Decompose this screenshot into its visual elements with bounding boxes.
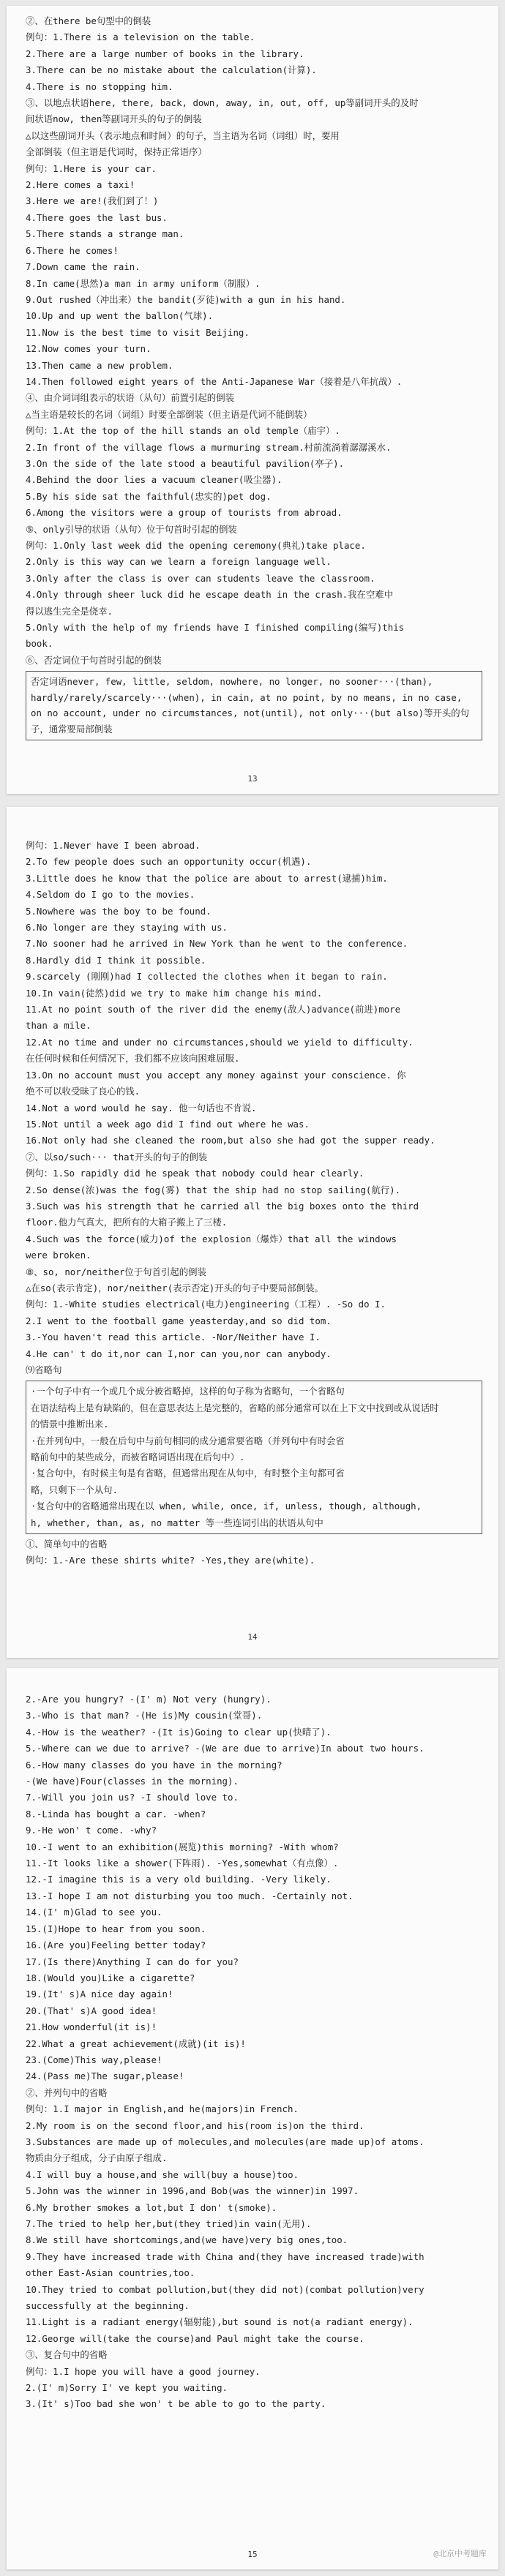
page-top-margin [26, 1675, 482, 1691]
text-line: 5.Only with the help of my friends have I finished compiling(编写)this [26, 622, 405, 634]
box-line: 略前句中的某些成分，而被省略词语出现在后句中）. [31, 1452, 245, 1463]
text-line: 6.-How many classes do you have in the morning? [26, 1759, 283, 1770]
text-line: 22.What a great achievement(成就)(it is)! [26, 2038, 246, 2049]
text-line: 2.To few people does such an opportunity occur(机遇). [26, 856, 312, 868]
text-line: 例句：1.Here is your car. [26, 162, 157, 174]
text-line: 14.Not a word would he say. 他一句话也不肯说. [26, 1102, 257, 1114]
text-line: 3.There can be no mistake about the calculation(计算). [26, 64, 317, 76]
text-line: ③、复合句中的省略 [26, 2349, 108, 2361]
text-line: 间状语now, then等副词开头的句子的倒装 [26, 113, 202, 125]
text-line: 6.Among the visitors were a group of tourists from abroad. [26, 507, 343, 519]
text-line: 10.Up and up went the ballon(气球). [26, 310, 214, 322]
text-line: ①、简单句中的省略 [26, 1539, 108, 1550]
text-line: 7.No sooner had he arrived in New York than he went to the conference. [26, 938, 408, 950]
page-13 [7, 6, 498, 794]
text-line: ⑦、以so/such··· that开头的句子的倒装 [26, 1151, 208, 1163]
text-line: 3.On the side of the late stood a beautiful pavilion(亭子). [26, 457, 345, 469]
text-line: 7.The tried to help her,but(they tried)in vain(无用). [26, 2218, 312, 2229]
text-line: 23.(Come)This way,please! [26, 2054, 162, 2065]
page-number: 13 [247, 774, 258, 784]
text-line: ②、并列句中的省略 [26, 2087, 108, 2098]
page-13-body [26, 13, 482, 669]
text-line: 11.At no point south of the river did the enemy(敌人)advance(前进)more [26, 1004, 401, 1015]
text-line: ⑧、so, nor/neither位于句首引起的倒装 [26, 1266, 206, 1277]
box-line: h, whether, than, as, no matter 等一些连词引出的状语从句中 [31, 1517, 323, 1528]
text-line: 9.They have increased trade with China and(they have increased trade)with [26, 2250, 424, 2262]
page-top-margin [26, 814, 482, 838]
text-line: floor.他力气真大，把所有的大箱子搬上了三楼. [26, 1217, 228, 1228]
text-line: 2.-Are you hungry? -(I' m) Not very (hungry). [26, 1694, 272, 1705]
text-line: 2.I went to the football game yeasterday,and so did tom. [26, 1315, 332, 1326]
text-line: than a mile. [26, 1020, 91, 1032]
text-line: 12.-I imagine this is a very old building. -Very likely. [26, 1874, 332, 1885]
text-line: 4.-How is the weather? -(It is)Going to clear up(快晴了). [26, 1726, 332, 1738]
text-line: 4.Behind the door lies a vacuum cleaner(吸尘器). [26, 474, 283, 486]
text-line: 17.(Is there)Anything I can do for you? [26, 1956, 239, 1967]
box-line: ·一个句子中有一个或几个成分被省略掉，这样的句子称为省略句，一个省略句 [31, 1386, 345, 1397]
text-line: 6.There he comes! [26, 244, 119, 256]
text-line: 4.Only through sheer luck did he escape death in the crash.我在空难中 [26, 589, 394, 601]
text-line: 13.On no account must you accept any money against your conscience. 你 [26, 1069, 406, 1081]
text-line: 11.Now is the best time to visit Beijing. [26, 326, 250, 338]
text-line: 3.Here we are!(我们到了！) [26, 195, 159, 207]
text-line: 得以逃生完全是侥幸. [26, 605, 113, 617]
text-line: 绝不可以收受昧了良心的钱. [26, 1086, 141, 1097]
text-line: 9.scarcely (刚刚)had I collected the clothes when it began to rain. [26, 971, 388, 983]
text-line: 例句：1.So rapidly did he speak that nobody could hear clearly. [26, 1168, 364, 1179]
box-line: 的情景中推断出来. [31, 1419, 109, 1430]
ellipsis-rules-box [26, 1381, 482, 1534]
text-line: were broken. [26, 1250, 91, 1261]
text-line: 12.Now comes your turn. [26, 343, 152, 355]
text-line: 9.Out rushed（冲出来）the bandit(歹徒)with a gun in his hand. [26, 293, 346, 305]
text-line: 24.(Pass me)The sugar,please! [26, 2070, 184, 2082]
text-line: 例句：1.Only last week did the opening ceremony(典礼)take place. [26, 540, 366, 551]
text-line: 14.Then followed eight years of the Anti-Japanese War（接着是八年抗战）. [26, 375, 403, 387]
text-line: 6.No longer are they staying with us. [26, 922, 228, 934]
text-line: 例句：1.-Are these shirts white? -Yes,they are(white). [26, 1555, 315, 1566]
text-line: ⑥、否定词位于句首时引起的倒装 [26, 654, 162, 666]
text-line: 4.Such was the force(威力)of the explosion（爆炸）that all the windows [26, 1233, 397, 1244]
text-line: 6.My brother smokes a lot,but I don' t(smoke). [26, 2201, 277, 2213]
text-line: 2.My room is on the second floor,and his(room is)on the third. [26, 2119, 364, 2131]
box-line: ·在并列句中，一般在后句中与前句相同的成分通常要省略（并列句中有时会省 [31, 1435, 345, 1446]
text-line: 13.-I hope I am not disturbing you too much. -Certainly not. [26, 1890, 354, 1901]
text-line: 8.We still have shortcomings,and(we have)very big ones,too. [26, 2234, 348, 2246]
text-line: △在so(表示肯定)，nor/neither(表示否定)开头的句子中要局部倒装。 [26, 1282, 323, 1293]
text-line: 4.He can' t do it,nor can I,nor can you,nor can anybody. [26, 1348, 332, 1359]
text-line: 12.George will(take the course)and Paul might take the course. [26, 2332, 364, 2344]
page-number: 15 [247, 2550, 258, 2559]
text-line: 15.(I)Hope to hear from you soon. [26, 1923, 206, 1934]
text-line: 10.In vain(徒然)did we try to make him change his mind. [26, 987, 323, 999]
text-line: 例句：1.At the top of the hill stands an old temple（庙宇）. [26, 425, 340, 437]
box-line: 略，只剩下一个从句. [31, 1484, 118, 1495]
text-line: 例句：1.Never have I been abroad. [26, 840, 201, 851]
page-15-body [26, 1691, 482, 2413]
text-line: 5.There stands a strange man. [26, 228, 184, 240]
text-line: 5.-Where can we due to arrive? -(We are due to arrive)In about two hours. [26, 1743, 424, 1754]
text-line: 18.(Would you)Like a cigarette? [26, 1972, 195, 1983]
text-line: 15.Not until a week ago did I find out where he was. [26, 1118, 310, 1130]
text-line: 例句：1.I major in English,and he(majors)in French. [26, 2103, 299, 2115]
text-line: 11.Light is a radiant energy(辐射能),but sound is not(a radiant energy). [26, 2316, 414, 2328]
text-line: 5.Nowhere was the boy to be found. [26, 905, 212, 917]
box-line: 在语法结构上是有缺陷的，但在意思表达上是完整的，省略的部分通常可以在上下文中找到或从说话时 [31, 1402, 439, 1413]
text-line: 8.In came(思然)a man in army uniform（制服）. [26, 277, 261, 289]
text-line: 3.Substances are made up of molecules,and molecules(are made up)of atoms. [26, 2136, 424, 2147]
text-line: 全部倒装（但主语是代词时，保持正常语序） [26, 146, 207, 158]
text-line: 例句：1.There is a television on the table. [26, 31, 255, 43]
text-line: 2.There are a large number of books in the library. [26, 48, 304, 59]
text-line: 10.They tried to combat pollution,but(they did not)(combat pollution)very [26, 2283, 424, 2295]
text-line: 7.-Will you join us? -I should love to. [26, 1792, 239, 1803]
text-line: ④、由介词词组表示的状语（从句）前置引起的倒装 [26, 392, 234, 404]
text-line: 3.-You haven't read this article. -Nor/Neither have I. [26, 1332, 321, 1343]
text-line: successfully at the beginning. [26, 2300, 190, 2312]
text-line: 10.-I went to an exhibition(展览)this morning? -With whom? [26, 1841, 339, 1852]
text-line: 3.Such was his strength that he carried all the big boxes onto the third [26, 1200, 419, 1212]
text-line: ②、在there be句型中的倒装 [26, 15, 152, 26]
watermark: @北京中考题库 [433, 2549, 487, 2558]
text-line: 8.Hardly did I think it possible. [26, 954, 206, 966]
text-line: 2.Here comes a taxi! [26, 179, 135, 191]
text-line: 2.(I' m)Sorry I' ve kept you waiting. [26, 2382, 228, 2394]
text-line: 13.Then came a new problem. [26, 359, 173, 371]
text-line: 11.-It looks like a shower(下阵雨). -Yes,somewhat（有点像）. [26, 1858, 339, 1869]
text-line: 3.Only after the class is over can students leave the classroom. [26, 572, 375, 584]
text-line: 2.In front of the village flows a murmuring stream.村前流淌着潺潺溪水. [26, 441, 392, 453]
text-line: 14.(I' m)Glad to see you. [26, 1907, 162, 1918]
text-line: other East-Asian countries,too. [26, 2267, 195, 2279]
text-line: △当主语是较长的名词（词组）时要全部倒装（但主语是代词不能倒装） [26, 408, 313, 420]
text-line: 8.-Linda has bought a car. -when? [26, 1808, 206, 1820]
text-line: 7.Down came the rain. [26, 261, 141, 273]
text-line: 4.There is no stopping him. [26, 80, 173, 92]
text-line: 5.By his side sat the faithful(忠实的)pet dog. [26, 490, 272, 502]
text-line: 4.I will buy a house,and she will(buy a house)too. [26, 2168, 299, 2180]
text-line: book. [26, 638, 53, 650]
page-14-body [26, 838, 482, 1378]
box-line: ·复合句中的省略通常出现在以 when, while, once, if, unless, though, although, [31, 1501, 422, 1512]
text-line: 例句：1.-White studies electrical(电力)engineering（工程）. -So do I. [26, 1299, 386, 1310]
page-15 [7, 1668, 498, 2569]
page-14-after-box [26, 1536, 482, 1569]
text-line: 16.(Are you)Feeling better today? [26, 1939, 206, 1951]
text-line: ③、以地点状语here, there, back, down, away, in, out, off, up等副词开头的及时 [26, 97, 419, 109]
text-line: 4.Seldom do I go to the movies. [26, 889, 195, 901]
text-line: 物质由分子组成，分子由原子组成. [26, 2152, 168, 2164]
text-line: 21.How wonderful(it is)! [26, 2021, 157, 2033]
text-line: 20.(That' s)A good idea! [26, 2005, 157, 2016]
text-line: 3.-Who is that man? -(He is)My cousin(堂哥). [26, 1710, 263, 1721]
text-line: 2.Only is this way can we learn a foreign language well. [26, 556, 332, 568]
text-line: 3.(It' s)Too bad she won' t be able to go to the party. [26, 2398, 326, 2410]
text-line: 12.At no time and under no circumstances,should we yield to difficulty. [26, 1036, 414, 1048]
text-line: 2.So dense(浓)was the fog(雾) that the ship had no stop sailing(航行). [26, 1184, 401, 1195]
text-line: 9.-He won' t come. -why? [26, 1825, 157, 1836]
text-line: ⑼省略句 [26, 1364, 62, 1375]
text-line: 4.There goes the last bus. [26, 211, 168, 223]
text-line: 16.Not only had she cleaned the room,but also she had got the supper ready. [26, 1135, 435, 1146]
text-line: 19.(It' s)A nice day again! [26, 1989, 173, 2000]
negative-words-note-box: 否定词语never, few, little, seldom, nowhere, no longer, no sooner···(than), hardly/rarely/scarcely···(when), in cain, at no point, by no means, in no case, on no account, under no circumstances, not(until), not only···(but also)等开头的句子，通常要局部倒装 [26, 671, 482, 740]
text-line: △以这些副词开头（表示地点和时间）的句子，当主语为名词（词组）时，要用 [26, 129, 340, 141]
text-line: 5.John was the winner in 1996,and Bob(was the winner)in 1997. [26, 2185, 359, 2197]
page-number: 14 [247, 1632, 258, 1642]
text-line: 例句：1.I hope you will have a good journey. [26, 2365, 261, 2377]
box-line: ·复合句中，有时候主句是有省略，但通常出现在从句中，有时整个主句都可省 [31, 1468, 345, 1479]
text-line: -(We have)Four(classes in the morning). [26, 1776, 239, 1787]
text-line: ⑤、only引导的状语（从句）位于句首时引起的倒装 [26, 523, 237, 535]
text-line: 3.Little does he know that the police are about to arrest(逮捕)him. [26, 872, 388, 884]
page-14 [7, 807, 498, 1658]
text-line: 在任何时候和任何情况下，我们都不应该向困难屈服. [26, 1053, 240, 1064]
